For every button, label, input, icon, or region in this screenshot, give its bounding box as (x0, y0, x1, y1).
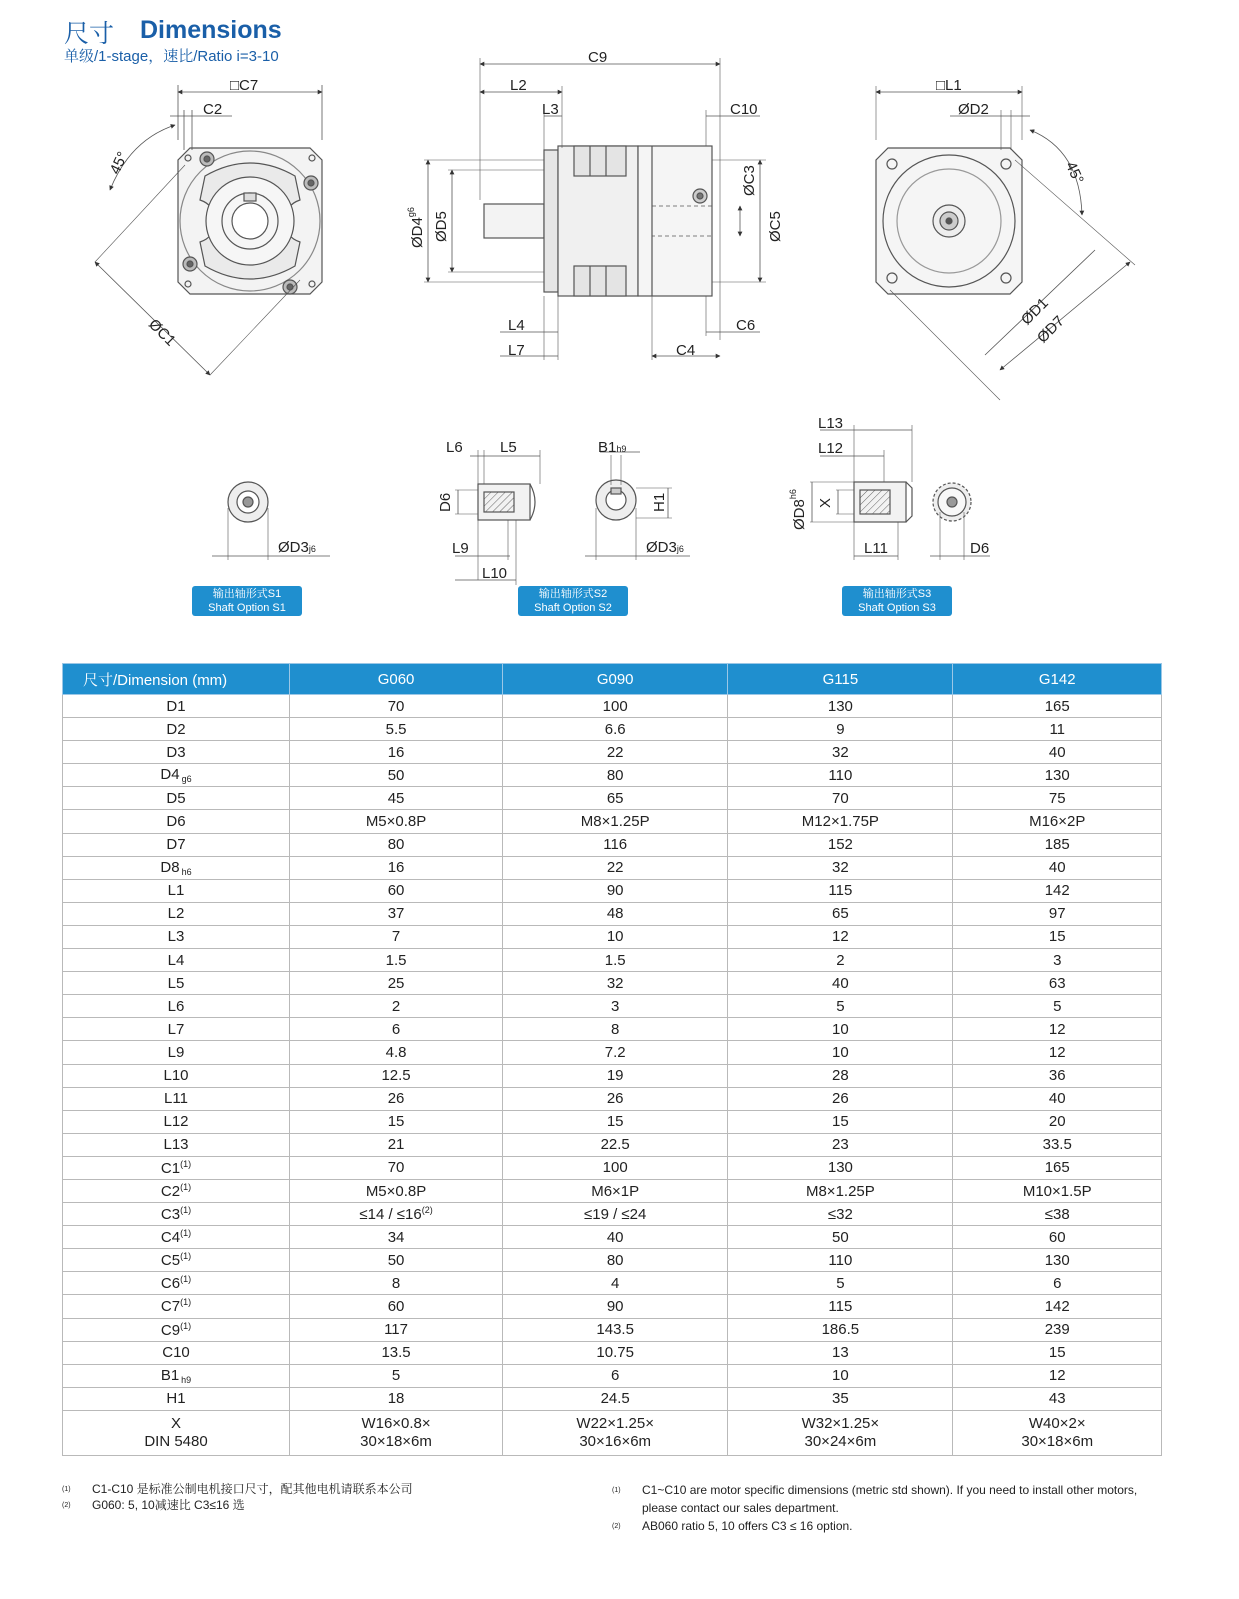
table-cell: M6×1P (503, 1179, 728, 1202)
note-zh-1: (1) C1-C10 是标准公制电机接口尺寸，配其他电机请联系本公司 (62, 1482, 413, 1496)
table-cell: 185 (953, 833, 1162, 856)
table-row (63, 856, 1162, 879)
row-label: L11 (63, 1087, 290, 1110)
row-label: L2 (63, 902, 290, 925)
label-s3-l11: L11 (864, 540, 888, 557)
row-label: L6 (63, 995, 290, 1018)
table-row (63, 1318, 1162, 1341)
row-label: C4$^{(1)}$ (63, 1226, 290, 1249)
table-cell: M5×0.8P (290, 1179, 503, 1202)
table-cell: 130 (953, 1249, 1162, 1272)
table-cell: 6 (290, 1018, 503, 1041)
table-cell: 7.2 (503, 1041, 728, 1064)
table-row (63, 1110, 1162, 1133)
table-row (63, 1087, 1162, 1110)
table-cell: 3 (953, 949, 1162, 972)
row-label: D2 (63, 718, 290, 741)
table-cell: 7 (290, 925, 503, 948)
table-cell: 16 (290, 741, 503, 764)
table-cell: 100 (503, 695, 728, 718)
table-row (63, 1387, 1162, 1410)
table-cell: 116 (503, 833, 728, 856)
row-label: D6 (63, 810, 290, 833)
table-cell: 40 (953, 741, 1162, 764)
shaft-option-s3-badge (842, 586, 952, 616)
row-label: B1 $_{h9}$ (63, 1364, 290, 1387)
header-g115: G115 (728, 664, 953, 695)
table-row (63, 1249, 1162, 1272)
table-cell: ≤38 (953, 1203, 1162, 1226)
label-l7: L7 (508, 342, 525, 359)
row-label: D3 (63, 741, 290, 764)
table-row (63, 925, 1162, 948)
shaft-option-s3-zh: 输出轴形式S3 (862, 588, 932, 600)
table-row (63, 972, 1162, 995)
table-cell: 24.5 (503, 1387, 728, 1410)
header-g060: G060 (290, 664, 503, 695)
note-en-1: (1) C1~C10 are motor specific dimensions (metric std shown). If you need to install other motors, (612, 1483, 1138, 1497)
table-cell: $\le 14 / \le 16^{(2)}$ (290, 1203, 503, 1226)
subtitle: 单级/1-stage，速比/Ratio i=3-10 (64, 48, 279, 65)
table-cell: 21 (290, 1133, 503, 1156)
rear-view (876, 86, 1135, 400)
table-cell: 60 (953, 1226, 1162, 1249)
table-cell: 4 (503, 1272, 728, 1295)
table-cell: 37 (290, 902, 503, 925)
table-row (63, 1203, 1162, 1226)
table-cell: 36 (953, 1064, 1162, 1087)
row-label: L13 (63, 1133, 290, 1156)
shaft-option-s2-badge (518, 586, 628, 616)
table-row (63, 1041, 1162, 1064)
label-d7: ØD7 (1033, 312, 1068, 347)
label-l1: □L1 (936, 77, 962, 94)
note-en-1b: please contact our sales department. (642, 1501, 839, 1515)
table-cell: 142 (953, 1295, 1162, 1318)
table-cell: 12 (953, 1041, 1162, 1064)
table-cell: 25 (290, 972, 503, 995)
table-cell: 8 (290, 1272, 503, 1295)
table-cell: 97 (953, 902, 1162, 925)
table-cell: M12×1.75P (728, 810, 953, 833)
row-label: D7 (63, 833, 290, 856)
label-c5: ØC5 (767, 211, 784, 242)
row-label: C10 (63, 1341, 290, 1364)
table-row (63, 1179, 1162, 1202)
table-cell: 80 (290, 833, 503, 856)
table-cell: 90 (503, 1295, 728, 1318)
table-cell: ≤32 (728, 1203, 953, 1226)
table-cell: 12 (953, 1018, 1162, 1041)
table-cell: 20 (953, 1110, 1162, 1133)
row-label: C2$^{(1)}$ (63, 1179, 290, 1202)
label-c7: □C7 (230, 77, 259, 94)
table-cell: 40 (953, 1087, 1162, 1110)
table-row (63, 787, 1162, 810)
row-label: L9 (63, 1041, 290, 1064)
table-cell: 6 (503, 1364, 728, 1387)
table-row (63, 1272, 1162, 1295)
table-cell: 152 (728, 833, 953, 856)
table-header-row (63, 664, 1162, 695)
table-cell: 45 (290, 787, 503, 810)
table-cell: 15 (290, 1110, 503, 1133)
table-row (63, 1226, 1162, 1249)
table-cell: 2 (290, 995, 503, 1018)
row-label: C7$^{(1)}$ (63, 1295, 290, 1318)
table-cell: 80 (503, 764, 728, 787)
table-cell: 65 (503, 787, 728, 810)
table-row (63, 833, 1162, 856)
row-label: C3$^{(1)}$ (63, 1203, 290, 1226)
shaft-option-s2-en: Shaft Option S2 (534, 602, 612, 614)
header-dimension: 尺寸/Dimension (mm) (63, 664, 290, 695)
label-s2-h1: H1 (651, 492, 668, 512)
table-cell: W22×1.25× 30×16×6m (503, 1410, 728, 1455)
table-cell: M8×1.25P (503, 810, 728, 833)
table-cell: M8×1.25P (728, 1179, 953, 1202)
dimensions-table (62, 663, 1162, 1456)
note-en-2: (2) AB060 ratio 5, 10 offers C3 ≤ 16 option. (612, 1519, 853, 1533)
table-row (63, 879, 1162, 902)
table-cell: 1.5 (503, 949, 728, 972)
row-label: C9$^{(1)}$ (63, 1318, 290, 1341)
table-cell: 16 (290, 856, 503, 879)
shaft-option-s2-zh: 输出轴形式S2 (538, 588, 608, 600)
table-cell: 143.5 (503, 1318, 728, 1341)
table-row (63, 1018, 1162, 1041)
label-l4: L4 (508, 317, 525, 334)
table-cell: 32 (728, 741, 953, 764)
table-cell: 43 (953, 1387, 1162, 1410)
shaft-option-s1-en: Shaft Option S1 (208, 602, 286, 614)
label-s2-l6: L6 (446, 439, 463, 456)
table-row (63, 1156, 1162, 1179)
label-c4: C4 (676, 342, 696, 359)
label-d4: $ØD4^{g6}$ (406, 207, 426, 248)
label-s2-d3: ØD3j6 (646, 539, 684, 556)
table-cell: 100 (503, 1156, 728, 1179)
label-l3: L3 (542, 101, 559, 118)
table-row (63, 1341, 1162, 1364)
table-row (63, 741, 1162, 764)
side-view (424, 58, 766, 360)
label-d2: ØD2 (958, 101, 989, 118)
table-cell: 110 (728, 1249, 953, 1272)
table-cell: 28 (728, 1064, 953, 1087)
row-label: C1$^{(1)}$ (63, 1156, 290, 1179)
table-cell: 15 (953, 925, 1162, 948)
label-c6: C6 (736, 317, 756, 334)
table-cell: 26 (290, 1087, 503, 1110)
table-cell: 60 (290, 879, 503, 902)
table-cell: M5×0.8P (290, 810, 503, 833)
table-cell: 10.75 (503, 1341, 728, 1364)
table-cell: 19 (503, 1064, 728, 1087)
row-label: L12 (63, 1110, 290, 1133)
row-label: L5 (63, 972, 290, 995)
table-row (63, 995, 1162, 1018)
table-cell: 3 (503, 995, 728, 1018)
label-s2-l9: L9 (452, 540, 469, 557)
page-title: Dimensions (140, 16, 282, 44)
label-s2-l10: L10 (482, 565, 508, 582)
label-d5: ØD5 (433, 211, 450, 242)
table-cell: 63 (953, 972, 1162, 995)
table-cell: 117 (290, 1318, 503, 1341)
table-cell: 12.5 (290, 1064, 503, 1087)
front-view (95, 85, 322, 375)
table-cell: 2 (728, 949, 953, 972)
label-s2-l5: L5 (500, 439, 517, 456)
table-row (63, 1064, 1162, 1087)
table-cell: 6.6 (503, 718, 728, 741)
table-cell: 10 (728, 1364, 953, 1387)
shaft-option-s1-badge (192, 586, 302, 616)
table-body (63, 695, 1162, 1456)
row-label: D4 $_{g6}$ (63, 764, 290, 787)
header-g090: G090 (503, 664, 728, 695)
table-cell: 11 (953, 718, 1162, 741)
table-cell: 5.5 (290, 718, 503, 741)
label-d1: ØD1 (1017, 294, 1052, 329)
table-cell: 130 (728, 1156, 953, 1179)
row-label: L10 (63, 1064, 290, 1087)
row-label: H1 (63, 1387, 290, 1410)
label-c3: ØC3 (741, 165, 758, 196)
table-cell: 115 (728, 879, 953, 902)
title-chinese: 尺寸 (64, 20, 115, 48)
table-row (63, 949, 1162, 972)
table-cell: 15 (503, 1110, 728, 1133)
row-label: L4 (63, 949, 290, 972)
table-cell: 48 (503, 902, 728, 925)
table-cell: 142 (953, 879, 1162, 902)
table-cell: 33.5 (953, 1133, 1162, 1156)
note-zh-2: (2) G060: 5, 10减速比 C3≤16 选 (62, 1498, 245, 1512)
label-s3-x: X (817, 497, 834, 508)
table-cell: 70 (290, 695, 503, 718)
table-cell: 70 (728, 787, 953, 810)
table-cell: 65 (728, 902, 953, 925)
table-cell: 40 (503, 1226, 728, 1249)
label-l2: L2 (510, 77, 527, 94)
row-label: C5$^{(1)}$ (63, 1249, 290, 1272)
label-s3-l13: L13 (818, 415, 844, 432)
table-cell: 15 (728, 1110, 953, 1133)
table-row (63, 1410, 1162, 1455)
table-cell: 34 (290, 1226, 503, 1249)
shaft-option-s1-zh: 输出轴形式S1 (212, 588, 282, 600)
label-c1: ØC1 (145, 315, 179, 350)
label-s1-d3: ØD3j6 (278, 539, 316, 556)
table-cell: 130 (953, 764, 1162, 787)
table-cell: 5 (290, 1364, 503, 1387)
label-s3-d8: $ØD8^{h6}$ (788, 489, 808, 530)
table-cell: 22 (503, 856, 728, 879)
table-cell: 15 (953, 1341, 1162, 1364)
table-cell: 26 (503, 1087, 728, 1110)
table-row (63, 764, 1162, 787)
table-cell: 12 (953, 1364, 1162, 1387)
table-cell: 165 (953, 695, 1162, 718)
table-cell: 22.5 (503, 1133, 728, 1156)
label-c10: C10 (730, 101, 758, 118)
table-cell: M16×2P (953, 810, 1162, 833)
table-cell: 70 (290, 1156, 503, 1179)
table-cell: 13 (728, 1341, 953, 1364)
table-cell: 90 (503, 879, 728, 902)
row-label: D8 $_{h6}$ (63, 856, 290, 879)
table-cell: W32×1.25× 30×24×6m (728, 1410, 953, 1455)
label-s2-b1: B1h9 (598, 439, 627, 456)
table-cell: ≤19 / ≤24 (503, 1203, 728, 1226)
technical-drawing (0, 0, 1239, 640)
table-cell: 9 (728, 718, 953, 741)
row-label: D5 (63, 787, 290, 810)
header-g142: G142 (953, 664, 1162, 695)
table-cell: 10 (503, 925, 728, 948)
table-cell: 13.5 (290, 1341, 503, 1364)
table-cell: 110 (728, 764, 953, 787)
row-label: D1 (63, 695, 290, 718)
table-cell: 6 (953, 1272, 1162, 1295)
table-cell: 32 (503, 972, 728, 995)
table-row (63, 695, 1162, 718)
row-label: L3 (63, 925, 290, 948)
label-c2: C2 (203, 101, 223, 118)
table-cell: W16×0.8× 30×18×6m (290, 1410, 503, 1455)
table-row (63, 902, 1162, 925)
table-row (63, 1295, 1162, 1318)
table-cell: 10 (728, 1041, 953, 1064)
table-cell: 32 (728, 856, 953, 879)
table-cell: 50 (290, 1249, 503, 1272)
table-cell: 115 (728, 1295, 953, 1318)
shaft-option-s3-en: Shaft Option S3 (858, 602, 936, 614)
label-s3-l12: L12 (818, 440, 844, 457)
table-cell: 12 (728, 925, 953, 948)
table-cell: 239 (953, 1318, 1162, 1341)
table-cell: 18 (290, 1387, 503, 1410)
table-cell: 1.5 (290, 949, 503, 972)
table-cell: 50 (290, 764, 503, 787)
row-label: C6$^{(1)}$ (63, 1272, 290, 1295)
table-row (63, 810, 1162, 833)
table-cell: 4.8 (290, 1041, 503, 1064)
table-cell: 26 (728, 1087, 953, 1110)
table-cell: 40 (728, 972, 953, 995)
row-label: X DIN 5480 (63, 1410, 290, 1455)
table-cell: 165 (953, 1156, 1162, 1179)
label-angle-rear: 45° (1061, 159, 1087, 187)
table-cell: 22 (503, 741, 728, 764)
table-cell: M10×1.5P (953, 1179, 1162, 1202)
table-cell: 35 (728, 1387, 953, 1410)
label-c9: C9 (588, 49, 608, 66)
table-cell: 23 (728, 1133, 953, 1156)
label-angle: 45° (106, 149, 132, 177)
row-label: L7 (63, 1018, 290, 1041)
table-cell: 60 (290, 1295, 503, 1318)
table-cell: 40 (953, 856, 1162, 879)
table-cell: W40×2× 30×18×6m (953, 1410, 1162, 1455)
table-cell: 130 (728, 695, 953, 718)
table-cell: 10 (728, 1018, 953, 1041)
table-row (63, 1133, 1162, 1156)
table-cell: 50 (728, 1226, 953, 1249)
table-row (63, 718, 1162, 741)
table-cell: 5 (728, 995, 953, 1018)
table-cell: 8 (503, 1018, 728, 1041)
table-cell: 186.5 (728, 1318, 953, 1341)
label-s2-d6: D6 (437, 492, 454, 512)
table-cell: 5 (728, 1272, 953, 1295)
label-s3-d6: D6 (970, 540, 990, 557)
table-row (63, 1364, 1162, 1387)
table-cell: 5 (953, 995, 1162, 1018)
table-cell: 80 (503, 1249, 728, 1272)
table-cell: 75 (953, 787, 1162, 810)
row-label: L1 (63, 879, 290, 902)
